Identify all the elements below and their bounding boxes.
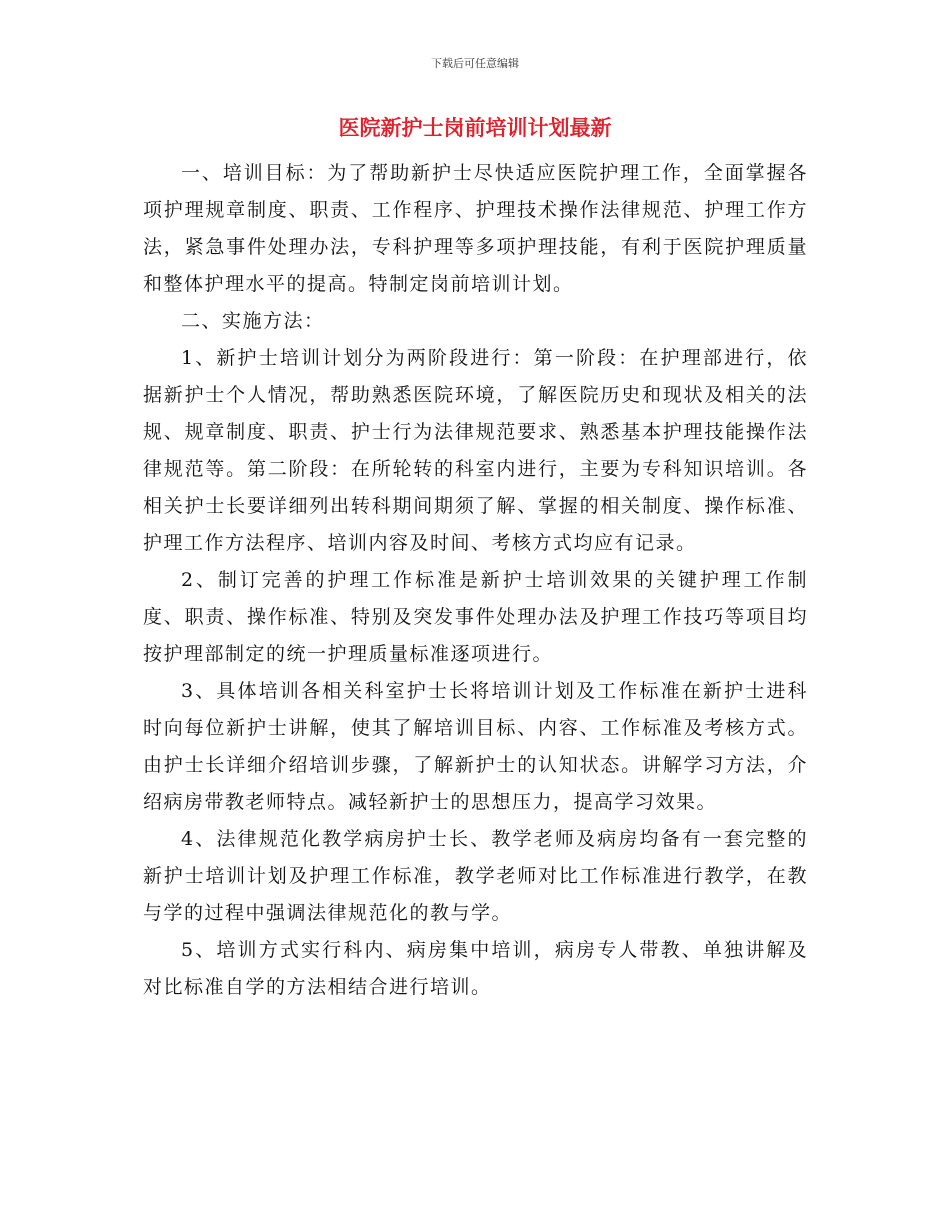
- paragraph-item-3: 3、具体培训各相关科室护士长将培训计划及工作标准在新护士进科时向每位新护士讲解，使其了解培训目标、内容、工作标准及考核方式。由护士长详细介绍培训步骤，了解新护士的认知状态。讲解学习方法，介绍病房带教老师特点。减轻新护士的思想压力，提高学习效果。: [143, 680, 808, 813]
- paragraph-training-goal: 一、培训目标：为了帮助新护士尽快适应医院护理工作，全面掌握各项护理规章制度、职责、工作程序、护理技术操作法律规范、护理工作方法，紧急事件处理办法，专科护理等多项护理技能，有利于医院护理质量和整体护理水平的提高。特制定岗前培训计划。: [143, 162, 808, 295]
- paragraph-item-1: 1、新护士培训计划分为两阶段进行：第一阶段：在护理部进行，依据新护士个人情况，帮助熟悉医院环境，了解医院历史和现状及相关的法规、规章制度、职责、护士行为法律规范要求、熟悉基本护理技能操作法律规范等。第二阶段：在所轮转的科室内进行，主要为专科知识培训。各相关护士长要详细列出转科期间期须了解、掌握的相关制度、操作标准、护理工作方法程序、培训内容及时间、考核方式均应有记录。: [143, 347, 808, 554]
- document-title: 医院新护士岗前培训计划最新: [338, 116, 612, 140]
- paragraph-item-4: 4、法律规范化教学病房护士长、教学老师及病房均备有一套完整的新护士培训计划及护理工作标准，教学老师对比工作标准进行教学，在教与学的过程中强调法律规范化的教与学。: [143, 828, 808, 924]
- document-body: [143, 155, 808, 1006]
- header-note: 下载后可任意编辑: [431, 57, 519, 70]
- paragraph-item-5: 5、培训方式实行科内、病房集中培训，病房专人带教、单独讲解及对比标准自学的方法相结合进行培训。: [143, 939, 808, 998]
- paragraph-implementation-heading: 二、实施方法：: [181, 310, 325, 332]
- paragraph-item-2: 2、制订完善的护理工作标准是新护士培训效果的关键护理工作制度、职责、操作标准、特别及突发事件处理办法及护理工作技巧等项目均按护理部制定的统一护理质量标准逐项进行。: [143, 569, 808, 665]
